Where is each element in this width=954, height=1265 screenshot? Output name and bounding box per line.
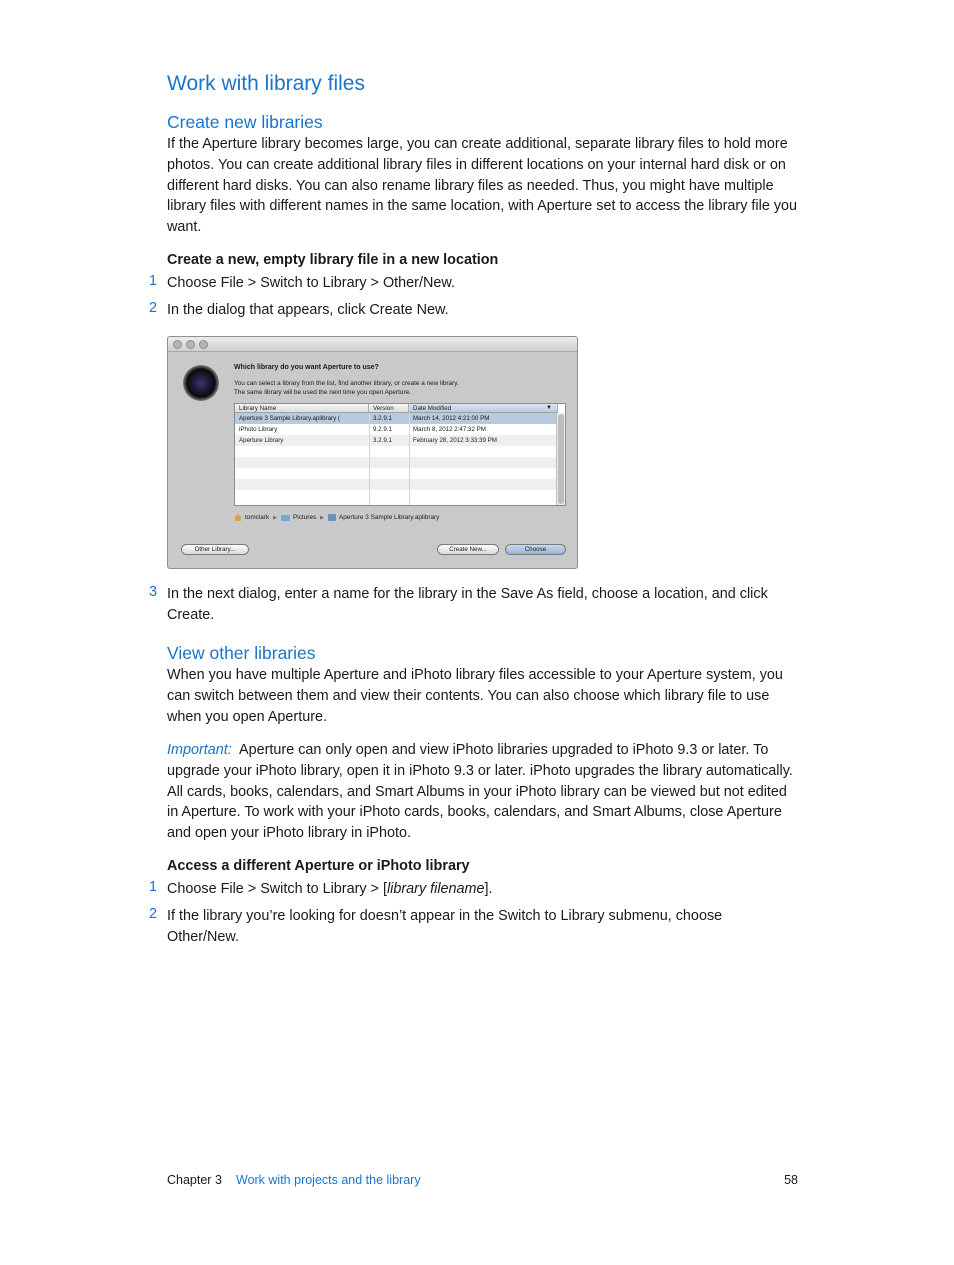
- aperture-app-icon: [183, 365, 219, 401]
- library-name-cell: iPhoto Library: [239, 426, 278, 433]
- column-header-date-modified[interactable]: [409, 404, 558, 413]
- section-title-view: View other libraries: [167, 643, 316, 663]
- step-text: [167, 879, 787, 900]
- step-number: 2: [149, 906, 158, 922]
- column-divider: [409, 413, 410, 505]
- library-name-cell: Aperture Library: [239, 437, 284, 444]
- date-cell: March 14, 2012 4:21:00 PM: [413, 415, 490, 422]
- task-title-access: Access a different Aperture or iPhoto library: [167, 858, 470, 874]
- step-text: Choose File > Switch to Library > Other/New.: [167, 275, 455, 291]
- create-new-button[interactable]: Create New...: [437, 544, 499, 555]
- library-name-cell: Aperture 3 Sample Library.aplibrary (: [239, 415, 340, 422]
- sort-descending-icon: ▼: [546, 405, 552, 411]
- footer-page-number: 58: [784, 1173, 798, 1187]
- empty-row: [235, 446, 558, 457]
- step-text: If the library you’re looking for doesn’t appear in the Switch to Library submenu, choose Other/New.: [167, 908, 723, 945]
- dialog-question: Which library do you want Aperture to use?: [234, 364, 379, 371]
- path-segment[interactable]: Pictures: [293, 514, 317, 521]
- step-number: 1: [149, 273, 158, 289]
- path-separator-icon: ▶: [273, 514, 278, 521]
- table-row[interactable]: [235, 413, 558, 424]
- dialog-description: [234, 379, 459, 397]
- footer-chapter-title-link[interactable]: Work with projects and the library: [236, 1173, 421, 1187]
- step-number: 3: [149, 584, 158, 600]
- library-table: [234, 403, 566, 506]
- step-text: In the next dialog, enter a name for the library in the Save As field, choose a location, and click Create.: [167, 586, 768, 623]
- version-cell: 3.2.9.1: [373, 415, 392, 422]
- zoom-window-button[interactable]: [199, 340, 208, 349]
- important-label: Important:: [167, 742, 232, 758]
- page-heading: Work with library files: [167, 72, 365, 95]
- path-segment[interactable]: Aperture 3 Sample Library.aplibrary: [338, 514, 440, 521]
- dialog-description-line: The same library will be used the next time you open Aperture.: [234, 389, 411, 396]
- close-window-button[interactable]: [173, 340, 182, 349]
- step-number: 1: [149, 879, 158, 895]
- step-text: In the dialog that appears, click Create New.: [167, 302, 449, 318]
- task-title-create: Create a new, empty library file in a new location: [167, 252, 499, 268]
- step-text-italic: library filename: [386, 881, 485, 897]
- library-file-icon: [328, 514, 336, 521]
- empty-row: [235, 490, 558, 501]
- table-row[interactable]: [235, 424, 558, 435]
- date-cell: February 28, 2012 3:33:39 PM: [413, 437, 497, 444]
- path-segment[interactable]: tomclark: [245, 514, 270, 521]
- step-number: 2: [149, 300, 158, 316]
- minimize-window-button[interactable]: [186, 340, 195, 349]
- dialog-title-bar: [168, 337, 577, 352]
- table-row[interactable]: [235, 435, 558, 446]
- column-header-label: Date Modified: [413, 405, 452, 412]
- date-cell: March 8, 2012 2:47:32 PM: [413, 426, 486, 433]
- step-text-part: Choose File > Switch to Library > [: [167, 881, 387, 897]
- column-divider: [369, 413, 370, 505]
- section-title-create: Create new libraries: [167, 112, 323, 132]
- empty-row: [235, 479, 558, 490]
- choose-button[interactable]: Choose: [505, 544, 566, 555]
- scrollbar-thumb[interactable]: [558, 414, 564, 504]
- table-vertical-scrollbar[interactable]: [556, 413, 565, 505]
- version-cell: 3.2.9.1: [373, 437, 392, 444]
- dialog-description-line: You can select a library from the list, find another library, or create a new library.: [234, 380, 459, 387]
- step-text-part: ].: [484, 881, 493, 897]
- empty-row: [235, 468, 558, 479]
- library-chooser-dialog: [167, 336, 578, 569]
- view-intro-paragraph: When you have multiple Aperture and iPhoto library files accessible to your Aperture system, you can switch between them and view their contents. You can also choose which library file to use when you open Aperture.: [167, 667, 783, 725]
- column-header-library-name[interactable]: Library Name: [235, 404, 369, 413]
- empty-row: [235, 457, 558, 468]
- other-library-button[interactable]: Other Library...: [181, 544, 249, 555]
- library-path-bar: [234, 514, 439, 521]
- folder-icon: [281, 515, 290, 521]
- create-intro-paragraph: If the Aperture library becomes large, you can create additional, separate library files to hold more photos. You can create additional library files in different locations on your internal hard disk or on different hard disks. You can also rename library files as needed. Thus, you might have multiple library files with different names in the same location, with Aperture set to access the library file you want.: [167, 136, 798, 236]
- home-folder-icon: [234, 514, 242, 521]
- important-text: Aperture can only open and view iPhoto libraries upgraded to iPhoto 9.3 or later. To upgrade your iPhoto library, open it in iPhoto 9.3 or later. iPhoto upgrades the library automatically. All cards, books, calendars, and Smart Albums in your iPhoto library can be viewed but not edited in Aperture. To work with your iPhoto cards, books, calendars, and Smart Albums, close Aperture and open your iPhoto library in iPhoto.: [167, 742, 793, 842]
- version-cell: 9.2.9.1: [373, 426, 392, 433]
- important-note: [167, 740, 802, 844]
- column-header-version[interactable]: Version: [369, 404, 409, 413]
- path-separator-icon: ▶: [320, 514, 324, 521]
- footer-chapter: Chapter 3: [167, 1173, 222, 1187]
